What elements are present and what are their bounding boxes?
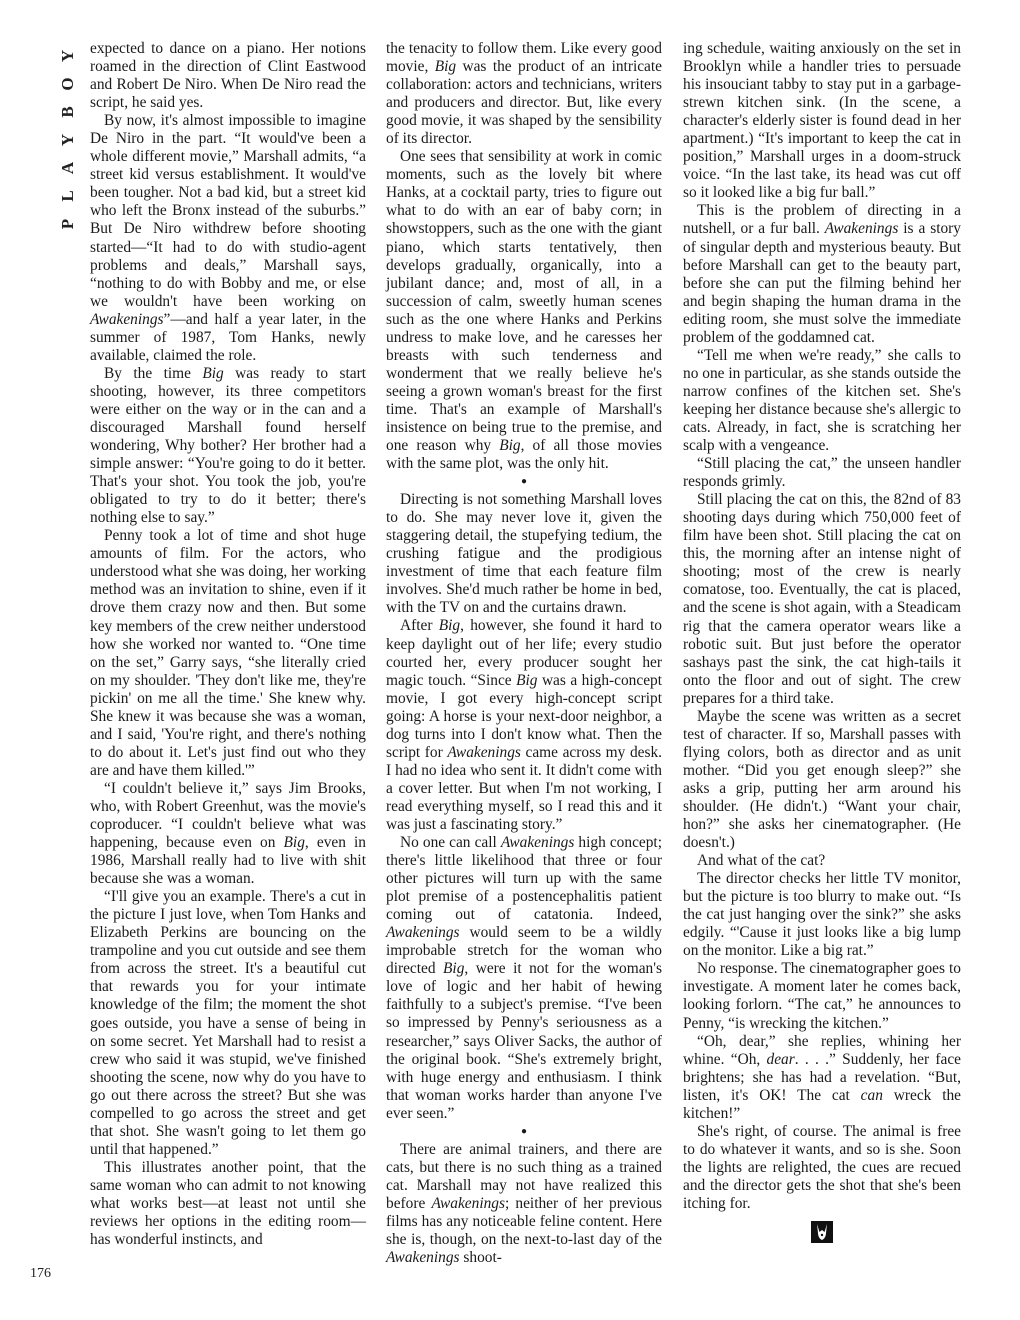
- text-run: ”—and half a year later, in the summer of 1987, Tom Hanks, newly available, claimed the role.: [90, 310, 366, 364]
- body-paragraph: [683, 708, 961, 852]
- body-paragraph: [683, 852, 961, 870]
- text-run: was the product of an intricate collaboration: actors and technicians, writers and producers and director. But, like every good movie, it was shaped by the sensibility of its director.: [386, 58, 662, 148]
- body-paragraph: [386, 491, 662, 617]
- body-paragraph: [683, 40, 961, 202]
- body-paragraph: [386, 148, 662, 473]
- text-run: . . . .” Suddenly, her face brightens; she has had a revelation. “But, listen, it's OK! The cat: [683, 1050, 961, 1104]
- text-run: No one can call: [400, 834, 501, 852]
- italic-title: Big: [434, 58, 457, 76]
- text-run: By now, it's almost impossible to imagine De Niro in the part. “It would've been a whole different movie,” Marshall admits, “a street kid versus establishment. It would've been tougher. Not a bad kid, but a street kid who left the Bronx instead of the suburbs.” But De Niro withdrew before shooting started—“It had to do with studio-agent problems and deals,” Marshall says, “nothing to do with Bobby and me, or else we wouldn't have been working on: [90, 112, 366, 310]
- text-run: This is the problem of directing in a nutshell, or a fur ball.: [683, 202, 961, 238]
- masthead-letter: L: [58, 190, 77, 202]
- text-run: came across my desk. I had no idea who sent it. It didn't come with a cover letter. But when I'm not working, I read everything myself, so I read this and it was just a fascinating story.”: [386, 743, 663, 833]
- italic-title: Big: [283, 834, 305, 852]
- italic-title: Big: [516, 671, 538, 689]
- text-run: The director checks her little TV monitor, but the picture is too blurry to make out. “Is the cat just hanging over the sink?” she asks edgily. “'Cause it just looks like a big lump on the monitor. Like a big rat.”: [683, 870, 961, 960]
- text-run: “I couldn't believe it,” says Jim Brooks, who, with Robert Greenhut, was the movie's coproducer. “I couldn't believe what was happening, because even on: [90, 779, 366, 852]
- body-paragraph: [90, 780, 366, 888]
- body-paragraph: [683, 202, 961, 346]
- masthead-letter: O: [58, 77, 77, 91]
- magazine-masthead-vertical: [58, 42, 78, 238]
- text-run: No response. The cinematographer goes to investigate. A moment later he comes back, looking forlorn. “The cat,” he announces to Penny, “is wrecking the kitchen.”: [683, 960, 961, 1032]
- text-run: , were it not for the woman's love of logic and her habit of hewing faithfully to a subject's premise. “I've been so impressed by Penny's seriousness as a researcher,” says Oliver Sacks, the author of the original book. “She's extremely bright, with huge energy and enthusiasm. I think that woman works harder than anyone I've ever seen.”: [386, 960, 662, 1122]
- body-paragraph: [386, 40, 662, 148]
- text-run: is a story of singular depth and mysterious beauty. But before Marshall can get to the beauty part, before she can put the filming behind her and begin shaping the human drama in the editing room, she must solve the immediate problem of the goddamned cat.: [683, 220, 961, 346]
- text-run: This illustrates another point, that the same woman who can admit to not knowing what works best—at least not until she reviews her options in the editing room—has wonderful instincts, and: [90, 1158, 366, 1249]
- body-paragraph: [683, 347, 961, 455]
- body-paragraph: [683, 1033, 961, 1123]
- text-run: ing schedule, waiting anxiously on the set in Brooklyn while a handler tries to persuade his insouciant tabby to stay put in a garbage-strewn kitchen sink. (In the scene, a character's elderly sister is found dead in her apartment.) “It's important to keep the cat in position,” Marshall urges in a doom-struck voice. “In the last take, its head was cut off so it looked like a big fur ball.”: [683, 40, 961, 202]
- italic-title: Big: [202, 364, 224, 382]
- text-run: By the time: [104, 364, 203, 382]
- text-run: And what of the cat?: [697, 852, 826, 870]
- text-run: “Still placing the cat,” the unseen handler responds grimly.: [683, 455, 961, 491]
- body-paragraph: [90, 527, 366, 780]
- masthead-letter: P: [58, 218, 77, 230]
- italic-title: Awakenings: [431, 1194, 505, 1212]
- text-column-2: [386, 40, 662, 1267]
- italic-title: Awakenings: [386, 1249, 460, 1267]
- text-run: , even in 1986, Marshall really had to live with shit because she was a woman.: [90, 834, 366, 888]
- rabbit-head-end-mark-icon: [811, 1221, 833, 1243]
- text-run: Penny took a lot of time and shot huge amounts of film. For the actors, who understood what she was doing, her working method was an invitation to shine, even if it drove them crazy now and then. But some key members of the crew neither understood how she worked nor wanted to. “One time on the set,” Garry says, “she literally cried on my shoulder. 'They don't like me, they're pickin' on me all the time.' She knew why. She knew it was because she was a woman, and I said, 'You're right, and there's nothing to do about it. Let's just find out who they are and have them killed.'”: [90, 527, 366, 779]
- body-paragraph: [386, 617, 662, 834]
- section-divider-bullet: [386, 1123, 662, 1141]
- text-run: ●: [520, 1125, 528, 1137]
- body-paragraph: [386, 834, 662, 1123]
- italic-title: Awakenings: [824, 220, 899, 238]
- page-number: 176: [30, 1266, 51, 1281]
- masthead-letter: A: [58, 161, 77, 175]
- masthead-letter: Y: [58, 133, 77, 147]
- text-run: was a high-concept movie, I got every high-concept script going: A horse is your next-door neighbor, a dog turns into I don't know what. Then the script for: [386, 671, 662, 761]
- text-run: ●: [520, 476, 528, 488]
- text-run: Directing is not something Marshall loves to do. She may never love it, given the staggering detail, the stupefying tedium, the crushing fatigue and the prodigious investment of time that each feature film involves. She'd much rather be home in bed, with the TV on and the curtains drawn.: [386, 491, 662, 617]
- italic-title: Big: [443, 960, 465, 978]
- text-run: “I'll give you an example. There's a cut in the picture I just love, when Tom Hanks and Elizabeth Perkins are bouncing on the trampoline and you cut outside and see them from across the street. It's a beautiful cut that rewards you for your intimate knowledge of the film; the moment the shot goes outside, you have a sense of being in on some secret. Yet Marshall had to resist a crew who said it was stupid, we've finished shooting the scene, now why do you have to go out there across the street? But she was compelled to go across the street and get that shot. She wasn't going to let them go until that happened.”: [90, 888, 366, 1158]
- italic-title: Awakenings: [386, 924, 460, 942]
- body-paragraph: [90, 40, 366, 112]
- masthead-letter: B: [58, 106, 77, 118]
- text-run: would seem to be a wildly improbable stretch for the woman who directed: [386, 924, 662, 978]
- body-paragraph: [90, 365, 366, 527]
- body-paragraph: [386, 1141, 662, 1267]
- italic-title: Awakenings: [90, 310, 164, 328]
- section-divider-bullet: [386, 473, 662, 491]
- text-run: “Tell me when we're ready,” she calls to no one in particular, as she stands outside the narrow confines of the kitchen set. She's keeping her distance because she's allergic to cats. Already, in fact, she is scratching her scalp with a vengeance.: [683, 346, 961, 455]
- text-run: the tenacity to follow them. Like every good movie,: [386, 40, 662, 76]
- italic-title: Awakenings: [500, 834, 575, 852]
- body-paragraph: [90, 112, 366, 365]
- italic-title: dear: [766, 1050, 795, 1068]
- text-run: , of all those movies with the same plot, was the only hit.: [386, 437, 663, 473]
- body-paragraph: [683, 455, 961, 491]
- text-run: “Oh, dear,” she replies, whining her whine. “Oh,: [683, 1032, 961, 1068]
- text-run: shoot-: [459, 1249, 502, 1267]
- italic-title: can: [860, 1086, 883, 1104]
- body-paragraph: [683, 491, 961, 708]
- italic-title: Big: [438, 617, 461, 635]
- body-paragraph: [90, 1159, 366, 1249]
- body-paragraph: [683, 960, 961, 1032]
- masthead-letter: Y: [58, 49, 77, 63]
- text-run: After: [400, 617, 439, 635]
- italic-title: Awakenings: [447, 743, 521, 761]
- text-run: She's right, of course. The animal is free to do whatever it wants, and so is she. Soon the lights are relighted, the cues are recued and the director gets the shot that she's been itching for.: [683, 1122, 961, 1212]
- body-paragraph: [90, 888, 366, 1159]
- text-run: wreck the kitchen!”: [683, 1086, 961, 1122]
- text-run: , however, she found it hard to keep daylight out of her life; every studio courted her, every producer sought her magic touch. “Since: [386, 617, 662, 689]
- text-run: ; neither of her previous films has any noticeable feline content. Here she is, though, on the next-to-last day of the: [386, 1194, 663, 1248]
- body-paragraph: [683, 870, 961, 960]
- text-column-3: [683, 40, 961, 1243]
- text-run: Maybe the scene was written as a secret test of character. If so, Marshall passes with flying colors, both as director and as unit mother. “Did you get enough sleep?” she asks a grip, putting her arm around his shoulder. (He didn't.) “Want your chair, hon?” she asks her cinematographer. (He doesn't.): [683, 707, 961, 852]
- text-run: high concept; there's little likelihood that three or four other pictures will turn up with the same plot premise of a postencephalitis patient coming out of catatonia. Indeed,: [386, 834, 662, 924]
- text-run: expected to dance on a piano. Her notions roamed in the direction of Clint Eastwood and Robert De Niro. When De Niro read the script, he said yes.: [90, 40, 366, 112]
- text-run: was ready to start shooting, however, its three competitors were either on the way or in the can and a discouraged Marshall found herself wondering, Why bother? Her brother had a simple answer: “You're going to do it better. That's your shot. You took the job, you're obligated to try to do it better; there's nothing else to say.”: [90, 364, 366, 527]
- text-run: Still placing the cat on this, the 82nd of 83 shooting days during which 750,000 feet of film have been shot. Still placing the cat on this, the morning after an intense night of shooting; most of the crew is nearly comatose, too. Eventually, the cat is placed, and the scene is shot again, with a Steadicam rig that the camera operator wears like a robotic suit. But just before the operator sashays past the sink, the cat high-tails it onto the floor and out of sight. The crew prepares for a third take.: [683, 491, 961, 707]
- text-column-1: [90, 40, 366, 1249]
- body-paragraph: [683, 1123, 961, 1213]
- italic-title: Big: [499, 437, 521, 455]
- text-run: One sees that sensibility at work in comic moments, such as the lovely bit where Hanks, at a cocktail party, tries to figure out what to do with an ear of baby corn; in showstoppers, such as the one with the giant piano, which starts tentatively, then develops gradually, organically, into a jubilant dance; and, most of all, in a succession of calm, sweetly human scenes such as the one where Hanks and Perkins undress to make love, and he caresses her breasts with such tenderness and wonderment that we really believe he's seeing a grown woman's breast for the first time. That's an example of Marshall's insistence on being true to the premise, and one reason why: [386, 148, 662, 455]
- text-run: There are animal trainers, and there are cats, but there is no such thing as a trained cat. Marshall may not have realized this before: [386, 1140, 662, 1212]
